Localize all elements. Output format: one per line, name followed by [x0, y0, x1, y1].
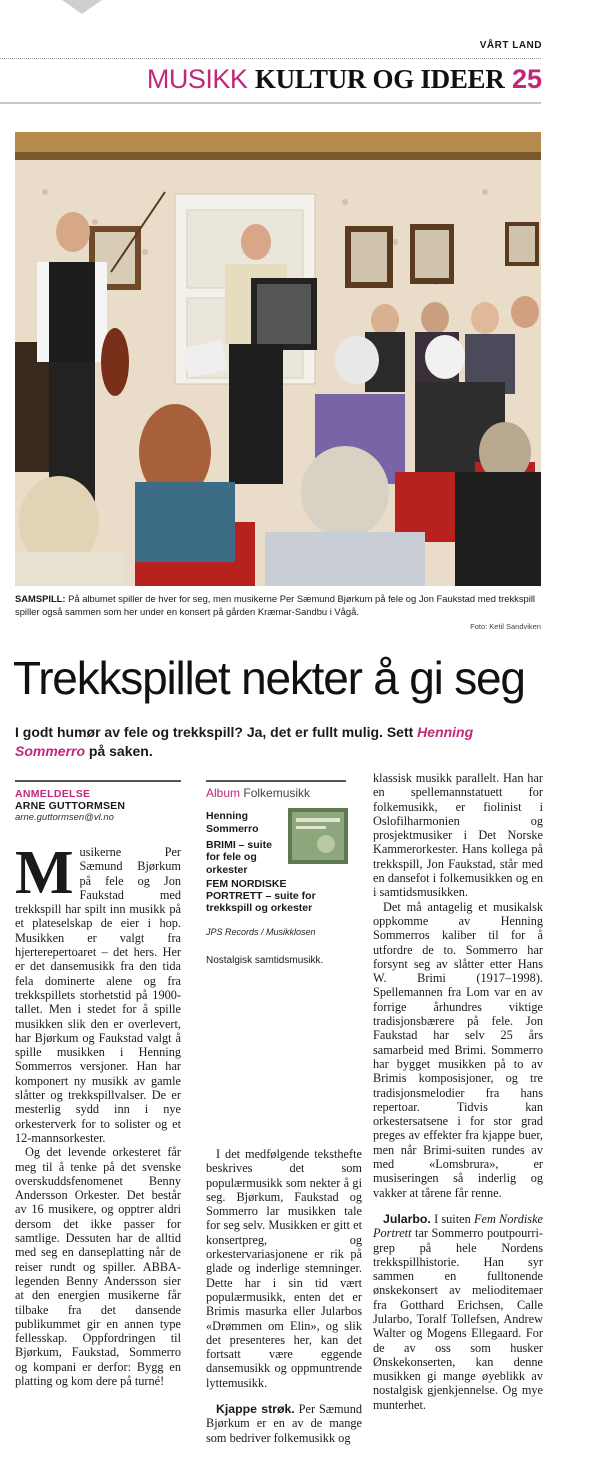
album-cover-image [288, 808, 348, 864]
col1-paragraph-1 [15, 839, 181, 1145]
subhead-kjappe-strok: Kjappe strøk. [216, 1402, 295, 1417]
page-number: 25 [511, 64, 542, 94]
byline-rule [15, 780, 181, 782]
album-record-label: JPS Records / Musikklosen [206, 926, 316, 937]
standfirst-text: I godt humør av fele og trekkspill? Ja, det er fullt mulig. Sett [15, 724, 418, 740]
col3-paragraph-1: klassisk musikk parallelt. Han har en spellemannstatuett for folkemusikk, er fiolinist i Oslofilharmonien og prosjektmusiker i Det Norske Kammerorkester. Hans kollega på trekkspill, Jon Faukstad, står med en dansefot i folkemusikken og en i samtidsmusikken. [373, 771, 543, 900]
col3-p3-italic: Fem Nordiske Portrett [373, 1211, 543, 1241]
standfirst-highlight: Henning Sommerro [15, 724, 474, 759]
album-rule [206, 780, 346, 782]
header-dotted-rule [0, 58, 541, 59]
album-label-genre: Folkemusikk [243, 786, 311, 800]
col3-p3-text-a: I suiten [430, 1211, 474, 1226]
article-headline: Trekkspillet nekter å gi seg [13, 652, 525, 704]
subhead-jularbo: Jularbo. [383, 1211, 431, 1226]
newspaper-name: VÅRT LAND [479, 40, 542, 51]
col2-paragraph-2 [206, 1402, 362, 1445]
column-3 [373, 771, 543, 1412]
drop-cap: M [15, 839, 74, 907]
caption-label: SAMSPILL: [15, 593, 66, 604]
review-kicker: ANMELDELSE [15, 788, 91, 800]
album-title-2: FEM NORDISKE PORTRETT – suite for trekkspill og orkester [206, 877, 316, 915]
article-standfirst [15, 723, 545, 761]
col3-paragraph-2: Det må antagelig et musikalsk oppkomme av Henning Sommerros kaliber til for å utfordre de to. Sommerro har forsynt seg av slåtter etter Hans W. Brimi (1917–1998). Spellemannen fra Lom var en av forrige århundres viktige tradisjonsbærere på fele. Jon Faukstad har selv 25 års samarbeid med Brimi. Sommerro har bygget musikken på to av Brimis komposisjoner, og tre tradisjonsmelodier fra hans repertoar. Tidvis kan orkestersatsene i for stor grad preges av effekter fra kjappe buer, men når Brimi-suiten rundes av med «Lomsbrura», er musiseringen så inderlig og vakker at tårene får renne. [373, 899, 543, 1200]
author-name: ARNE GUTTORMSEN [15, 800, 126, 812]
col2-p2-text: Per Sæmund Bjørkum er en av de mange som bedriver folkemusikk og [206, 1402, 362, 1445]
section-header [147, 62, 542, 96]
author-email[interactable]: arne.guttormsen@vl.no [15, 812, 114, 823]
album-title-1: BRIMI – suite for fele og orkester [206, 839, 272, 876]
col3-p3-text-b: tar Sommerro poutpourri-grep på hele Nordens trekkspillhistorie. Han syr sammen en fulltonende ønskekonsert av melioditemaer fra Gotthard Erichsen, Calle Jularbo, Toralf Tollefsen, Andrew Walter og Mogens Ellegaard. For de av oss som husker Ønskekonserten, kan denne musikken gi mange øyeblikk av nostalgisk gjenkjennelse. Og mye munterhet. [373, 1226, 543, 1412]
column-1 [15, 839, 181, 1388]
album-label-pink: Album [206, 786, 241, 800]
concert-photo [15, 132, 541, 586]
col2-paragraph-1: I det medfølgende teksthefte beskrives det som populærmusikk som nekter å gi seg. Bjørkum, Faukstad og Sommerro lar musikken tale for seg selv. Musikken er gitt et konsertpreg, og orkestervariasjonene er rik på glade og inderlige stemninger. Dette har i sin tid vært populærmusikk, enten det er Brimis masurka eller Jularbos «Drømmen om Elin», og slik det presenteres her, kan det fortsatt være eggende dansemusikk og oppmuntrende lyttemusikk. [206, 1147, 362, 1390]
col1-p1-text: usikerne Per Sæmund Bjørkum på fele og Jon Faukstad med trekkspill har spilt inn musikk på et plateselskap de eier i hop. Musikken er valgt fra hjerterepertoaret – det hers. Her er det dansemusikk fra den tida fela dominerte alene og fra trekkspillets storhetstid på 1900-tallet. Men i stedet for å spille musikken slik den er overlevert, har Bjørkum og Faukstad valgt å spille musikken i Henning Sommerros versjoner. Han har komponert ny musikk av gamle slåtter og trekkspillvalser. De er mesterlig sydd inn i nye orkesterverk for to solister og et 12-mannsorkester. [15, 845, 181, 1145]
album-label [206, 786, 346, 800]
section-label-musikk: MUSIKK [146, 64, 248, 94]
caption-text: På albumet spiller de hver for seg, men musikerne Per Sæmund Bjørkum på fele og Jon Faukstad med trekkspill spiller også sammen som her under en konsert på gården Kræmar-Sandbu i Vågå. [15, 593, 536, 617]
byline [15, 780, 181, 823]
col3-paragraph-3 [373, 1212, 543, 1412]
album-artist: Henning Sommerro [206, 810, 259, 835]
photo-credit: Foto: Ketil Sandviken [470, 622, 541, 631]
album-verdict: Nostalgisk samtidsmusikk. [206, 954, 324, 966]
corner-tab-shape [62, 0, 102, 14]
col1-paragraph-2: Og det levende orkesteret får meg til å tenke på det svenske overskuddsfenomenet Benny Andersson Orkester. Det består av 16 musikere, og opptrer aldri dersom det ikke passer for samtlige. Dessuten har de alltid med seg en danseplatting når de reiser rundt og spiller. ABBA-legenden Benny Andersson sier at den energien musikerne får tilbake fra det dansende publikummet gir en annen type fellesskap. Oppfordringen til Bjørkum, Faukstad, Sommerro og kompani er derfor: Bygg en platting og kom dere på turné! [15, 1145, 181, 1388]
header-rule [0, 102, 541, 104]
standfirst-end: på saken. [88, 743, 153, 759]
section-label-kultur: KULTUR OG IDEER [254, 64, 505, 94]
column-2 [206, 1147, 362, 1445]
photo-caption [15, 593, 541, 618]
